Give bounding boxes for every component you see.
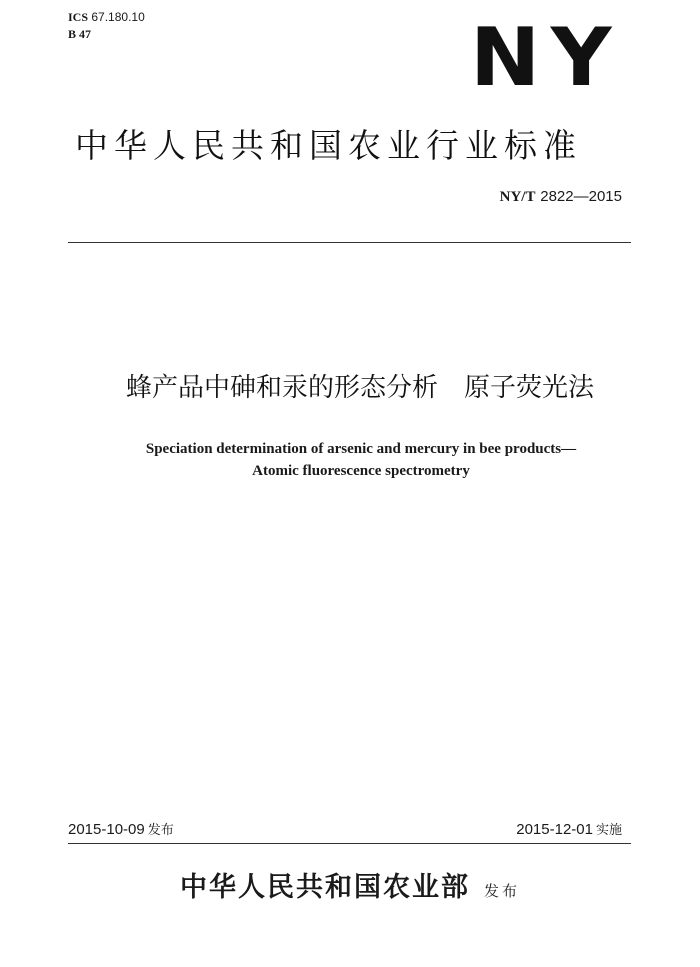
standard-logo: NY [470,11,623,104]
title-cn-main: 蜂产品中砷和汞的形态分析 [125,373,438,403]
classification-code: B 47 [68,27,92,41]
document-title-en-line1: Speciation determination of arsenic and mercury in bee products— [145,441,577,457]
publish-label: 发布 [483,882,520,900]
header-divider [68,242,631,243]
document-title-cn [0,370,700,406]
standard-prefix: NY/T [499,189,536,205]
title-cn-method: 原子荧光法 [464,373,595,403]
footer-divider [68,843,631,844]
implement-label: 实施 [595,823,622,838]
issue-date [68,819,174,842]
implement-date-value: 2015-12-01 [516,821,593,838]
industry-standard-title: 中华人民共和国农业行业标准 [75,126,582,165]
standard-number-value: 2822—2015 [540,188,622,205]
ics-code [68,9,145,25]
implement-date [516,819,622,842]
issue-label: 发布 [147,823,174,838]
issue-date-value: 2015-10-09 [68,821,145,838]
publisher-name: 中华人民共和国农业部 [179,872,470,903]
ics-number: 67.180.10 [91,10,145,24]
ics-label: ICS [68,10,89,24]
standard-number [500,186,622,207]
document-title-en-line2: Atomic fluorescence spectrometry [252,463,470,479]
publisher [0,868,700,911]
